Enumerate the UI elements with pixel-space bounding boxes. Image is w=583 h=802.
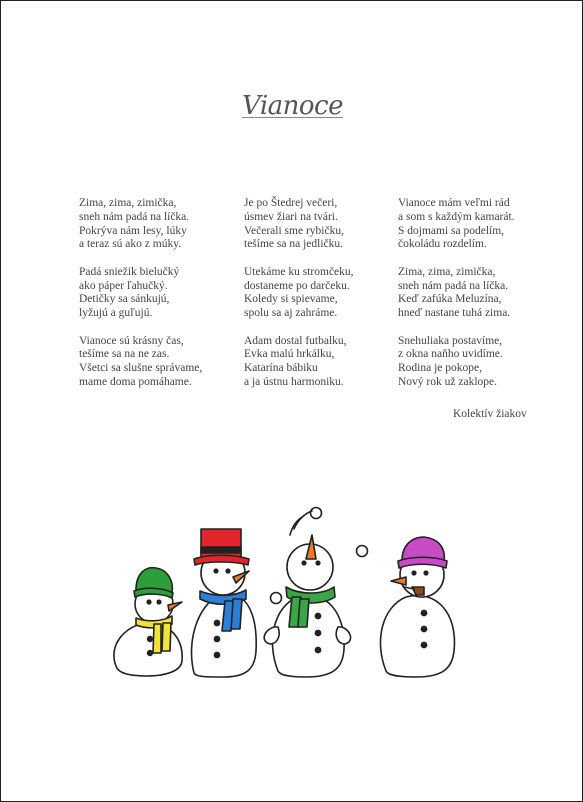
snowman-juggler	[264, 508, 367, 678]
verse-line: Katarína bábiku	[244, 362, 318, 375]
verse-line: a teraz sú ako z múky.	[79, 238, 182, 251]
author-signature: Kolektív žiakov	[453, 408, 527, 420]
poem-column-3	[398, 197, 515, 403]
stanza	[244, 266, 354, 321]
poem-title: Vianoce	[242, 91, 343, 121]
verse-line: a ja ústnu harmoniku.	[244, 375, 344, 388]
poem-column-2	[244, 197, 354, 403]
stanza	[244, 335, 354, 390]
verse-line: sneh nám padá na líčka.	[398, 279, 509, 292]
verse-line: spolu sa aj zahráme.	[244, 307, 338, 320]
snowman-red-top-hat	[191, 529, 256, 677]
poem-column-1	[79, 197, 202, 403]
snowman-green-hat	[114, 568, 182, 676]
verse-line: Detičky sa sánkujú,	[79, 293, 170, 306]
verse-line: tešíme sa na ne zas.	[79, 348, 170, 361]
verse-line: Zima, zima, zimička,	[79, 197, 177, 209]
verse-line: Zima, zima, zimička,	[398, 265, 496, 278]
verse-line: a som s každým kamarát.	[398, 210, 515, 223]
verse-line: tešíme sa na jedličku.	[244, 238, 343, 251]
verse-line: Utekáme ku stromčeku,	[244, 265, 354, 278]
snowman-pink-hat	[380, 537, 454, 677]
verse-line: dostaneme po darčeku.	[244, 279, 350, 292]
verse-line: Nový rok už zaklope.	[398, 375, 497, 388]
stanza	[244, 197, 354, 252]
stanza	[79, 197, 202, 252]
verse-line: čokoládu rozdelím.	[398, 238, 487, 251]
verse-line: Snehuliaka postavíme,	[398, 334, 503, 347]
stanza	[398, 197, 515, 252]
verse-line: Všetci sa slušne správame,	[79, 362, 203, 375]
stanza	[398, 335, 515, 390]
stanza	[79, 266, 202, 321]
stanza	[398, 266, 515, 321]
verse-line: S dojmami sa podelím,	[398, 224, 505, 237]
snowmen-illustration	[106, 501, 481, 686]
verse-line: mame doma pomáhame.	[79, 375, 192, 388]
verse-line: Koledy si spievame,	[244, 293, 338, 306]
verse-line: Keď zafúka Meluzína,	[398, 293, 502, 306]
verse-line: Je po Štedrej večeri,	[244, 197, 338, 209]
verse-line: Evka malú hrkálku,	[244, 348, 335, 361]
verse-line: hneď nastane tuhá zima.	[398, 307, 511, 320]
verse-line: Pokrýva nám lesy, lúky	[79, 224, 187, 237]
stanza	[79, 335, 202, 390]
verse-line: lyžujú a guľujú.	[79, 307, 153, 320]
verse-line: Večerali sme rybičku,	[244, 224, 344, 237]
verse-line: Rodina je pokope,	[398, 362, 482, 375]
verse-line: úsmev žiari na tvári.	[244, 210, 338, 223]
verse-line: z okna naňho uvidíme.	[398, 348, 503, 361]
verse-line: sneh nám padá na líčka.	[79, 210, 190, 223]
verse-line: Padá sniežik bielučký	[79, 265, 180, 278]
verse-line: Vianoce sú krásny čas,	[79, 334, 184, 347]
verse-line: ako páper ľahučký.	[79, 279, 168, 292]
verse-line: Vianoce mám veľmi rád	[398, 197, 510, 209]
verse-line: Adam dostal futbalku,	[244, 334, 347, 347]
